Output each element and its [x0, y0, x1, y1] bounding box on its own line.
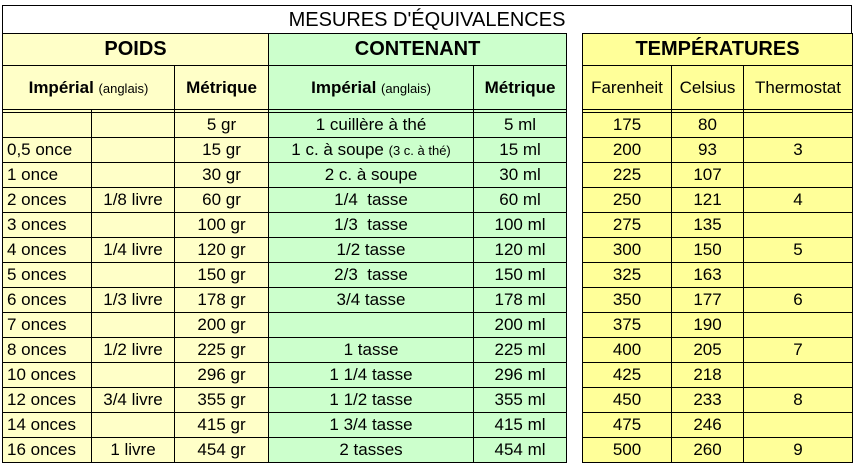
farenheit-cell: 350	[583, 288, 672, 313]
milliliters-cell: 200 ml	[474, 313, 567, 338]
ounces-cell: 8 onces	[3, 338, 92, 363]
grams-cell: 225 gr	[175, 338, 269, 363]
farenheit-cell: 325	[583, 263, 672, 288]
ounces-cell: 5 onces	[3, 263, 92, 288]
milliliters-cell: 30 ml	[474, 163, 567, 188]
volume-imperial-cell	[269, 338, 474, 363]
poids-imperial-header: Impérial (anglais)	[3, 66, 175, 110]
ounces-cell: 7 onces	[3, 313, 92, 338]
pounds-cell: 3/4 livre	[92, 388, 175, 413]
table-row	[3, 238, 567, 263]
thermostat-cell: 5	[744, 238, 853, 263]
farenheit-cell: 175	[583, 113, 672, 138]
milliliters-cell: 296 ml	[474, 363, 567, 388]
table-row	[3, 288, 567, 313]
contenant-metric-header: Métrique	[474, 66, 567, 110]
table-row	[3, 413, 567, 438]
thermostat-cell	[744, 413, 853, 438]
grams-cell: 415 gr	[175, 413, 269, 438]
temperatures-table	[582, 33, 853, 463]
celsius-cell: 107	[672, 163, 744, 188]
celsius-cell: 190	[672, 313, 744, 338]
volume-imperial-cell	[269, 363, 474, 388]
celsius-cell: 121	[672, 188, 744, 213]
grams-cell: 15 gr	[175, 138, 269, 163]
milliliters-cell: 355 ml	[474, 388, 567, 413]
farenheit-cell: 275	[583, 213, 672, 238]
thermostat-header: Thermostat	[744, 66, 853, 110]
table-row	[3, 363, 567, 388]
volume-imperial-cell	[269, 163, 474, 188]
thermostat-cell: 4	[744, 188, 853, 213]
pounds-cell	[92, 363, 175, 388]
thermostat-cell	[744, 263, 853, 288]
table-row	[3, 388, 567, 413]
milliliters-cell: 15 ml	[474, 138, 567, 163]
farenheit-cell: 500	[583, 438, 672, 463]
volume-imperial-cell	[269, 313, 474, 338]
celsius-header: Celsius	[672, 66, 744, 110]
table-row	[583, 388, 853, 413]
volume-imperial-cell	[269, 413, 474, 438]
ounces-cell: 2 onces	[3, 188, 92, 213]
table-row	[3, 263, 567, 288]
grams-cell: 178 gr	[175, 288, 269, 313]
temperatures-header: TEMPÉRATURES	[583, 34, 853, 66]
celsius-cell: 80	[672, 113, 744, 138]
volume-imperial-label: 3/4 tasse	[336, 290, 406, 309]
volume-imperial-cell	[269, 263, 474, 288]
pounds-cell: 1/3 livre	[92, 288, 175, 313]
milliliters-cell: 454 ml	[474, 438, 567, 463]
table-row	[583, 188, 853, 213]
table-row	[583, 413, 853, 438]
grams-cell: 100 gr	[175, 213, 269, 238]
thermostat-cell: 8	[744, 388, 853, 413]
poids-header: POIDS	[3, 34, 269, 66]
volume-imperial-cell	[269, 113, 474, 138]
grams-cell: 355 gr	[175, 388, 269, 413]
celsius-cell: 177	[672, 288, 744, 313]
table-row	[583, 213, 853, 238]
volume-imperial-label: 2 tasses	[339, 440, 403, 459]
volume-imperial-label: 1 c. à soupe	[291, 140, 384, 159]
ounces-cell: 16 onces	[3, 438, 92, 463]
thermostat-cell: 6	[744, 288, 853, 313]
table-row	[583, 263, 853, 288]
table-row	[583, 288, 853, 313]
table-row	[583, 338, 853, 363]
milliliters-cell: 150 ml	[474, 263, 567, 288]
ounces-cell: 0,5 once	[3, 138, 92, 163]
celsius-cell: 135	[672, 213, 744, 238]
celsius-cell: 218	[672, 363, 744, 388]
ounces-cell: 6 onces	[3, 288, 92, 313]
pounds-cell: 1/4 livre	[92, 238, 175, 263]
volume-imperial-cell	[269, 438, 474, 463]
celsius-cell: 93	[672, 138, 744, 163]
pounds-cell	[92, 113, 175, 138]
table-row	[583, 238, 853, 263]
celsius-cell: 163	[672, 263, 744, 288]
milliliters-cell: 100 ml	[474, 213, 567, 238]
volume-imperial-label: 1/4 tasse	[334, 190, 408, 209]
milliliters-cell: 120 ml	[474, 238, 567, 263]
table-row	[583, 438, 853, 463]
farenheit-cell: 475	[583, 413, 672, 438]
farenheit-cell: 375	[583, 313, 672, 338]
volume-imperial-cell	[269, 238, 474, 263]
page-title: MESURES D'ÉQUIVALENCES	[2, 5, 852, 33]
celsius-cell: 233	[672, 388, 744, 413]
ounces-cell	[3, 113, 92, 138]
celsius-cell: 260	[672, 438, 744, 463]
thermostat-cell	[744, 313, 853, 338]
table-row	[583, 313, 853, 338]
volume-imperial-label: 2/3 tasse	[334, 265, 408, 284]
farenheit-header: Farenheit	[583, 66, 672, 110]
pounds-cell	[92, 263, 175, 288]
volume-imperial-label: 1/2 tasse	[336, 240, 406, 259]
pounds-cell	[92, 138, 175, 163]
volume-imperial-cell	[269, 288, 474, 313]
table-row	[3, 338, 567, 363]
volume-imperial-cell	[269, 138, 474, 163]
volume-imperial-label: 1 cuillère à thé	[315, 115, 427, 134]
weights-volumes-table	[2, 33, 567, 463]
milliliters-cell: 5 ml	[474, 113, 567, 138]
ounces-cell: 12 onces	[3, 388, 92, 413]
table-row	[3, 213, 567, 238]
farenheit-cell: 450	[583, 388, 672, 413]
thermostat-cell	[744, 363, 853, 388]
thermostat-cell: 7	[744, 338, 853, 363]
farenheit-cell: 400	[583, 338, 672, 363]
pounds-cell: 1 livre	[92, 438, 175, 463]
table-row	[583, 363, 853, 388]
thermostat-cell	[744, 163, 853, 188]
farenheit-cell: 300	[583, 238, 672, 263]
table-row	[3, 438, 567, 463]
ounces-cell: 14 onces	[3, 413, 92, 438]
grams-cell: 30 gr	[175, 163, 269, 188]
grams-cell: 150 gr	[175, 263, 269, 288]
farenheit-cell: 200	[583, 138, 672, 163]
contenant-imperial-header: Impérial (anglais)	[269, 66, 474, 110]
grams-cell: 5 gr	[175, 113, 269, 138]
volume-imperial-cell	[269, 388, 474, 413]
poids-metric-header: Métrique	[175, 66, 269, 110]
table-row	[3, 188, 567, 213]
ounces-cell: 4 onces	[3, 238, 92, 263]
volume-imperial-label: 1 3/4 tasse	[329, 415, 413, 434]
table-row	[3, 163, 567, 188]
pounds-cell	[92, 313, 175, 338]
table-row	[3, 113, 567, 138]
volume-imperial-cell	[269, 188, 474, 213]
thermostat-cell: 9	[744, 438, 853, 463]
grams-cell: 200 gr	[175, 313, 269, 338]
celsius-cell: 150	[672, 238, 744, 263]
table-row	[3, 313, 567, 338]
volume-imperial-label: 2 c. à soupe	[324, 165, 418, 184]
pounds-cell	[92, 213, 175, 238]
volume-imperial-note: (3 c. à thé)	[388, 143, 451, 158]
grams-cell: 60 gr	[175, 188, 269, 213]
farenheit-cell: 225	[583, 163, 672, 188]
table-row	[583, 163, 853, 188]
thermostat-cell	[744, 113, 853, 138]
ounces-cell: 3 onces	[3, 213, 92, 238]
thermostat-cell	[744, 213, 853, 238]
volume-imperial-label: 1 1/4 tasse	[329, 365, 413, 384]
celsius-cell: 205	[672, 338, 744, 363]
volume-imperial-label: 1/3 tasse	[334, 215, 408, 234]
ounces-cell: 1 once	[3, 163, 92, 188]
volume-imperial-cell	[269, 213, 474, 238]
table-row	[583, 138, 853, 163]
table-row	[583, 113, 853, 138]
contenant-header: CONTENANT	[269, 34, 567, 66]
volume-imperial-label: 1 tasse	[343, 340, 399, 359]
milliliters-cell: 60 ml	[474, 188, 567, 213]
grams-cell: 120 gr	[175, 238, 269, 263]
ounces-cell: 10 onces	[3, 363, 92, 388]
farenheit-cell: 425	[583, 363, 672, 388]
milliliters-cell: 415 ml	[474, 413, 567, 438]
pounds-cell	[92, 413, 175, 438]
milliliters-cell: 178 ml	[474, 288, 567, 313]
grams-cell: 454 gr	[175, 438, 269, 463]
pounds-cell	[92, 163, 175, 188]
grams-cell: 296 gr	[175, 363, 269, 388]
thermostat-cell: 3	[744, 138, 853, 163]
celsius-cell: 246	[672, 413, 744, 438]
milliliters-cell: 225 ml	[474, 338, 567, 363]
farenheit-cell: 250	[583, 188, 672, 213]
volume-imperial-label: 1 1/2 tasse	[329, 390, 413, 409]
pounds-cell: 1/2 livre	[92, 338, 175, 363]
table-row	[3, 138, 567, 163]
pounds-cell: 1/8 livre	[92, 188, 175, 213]
